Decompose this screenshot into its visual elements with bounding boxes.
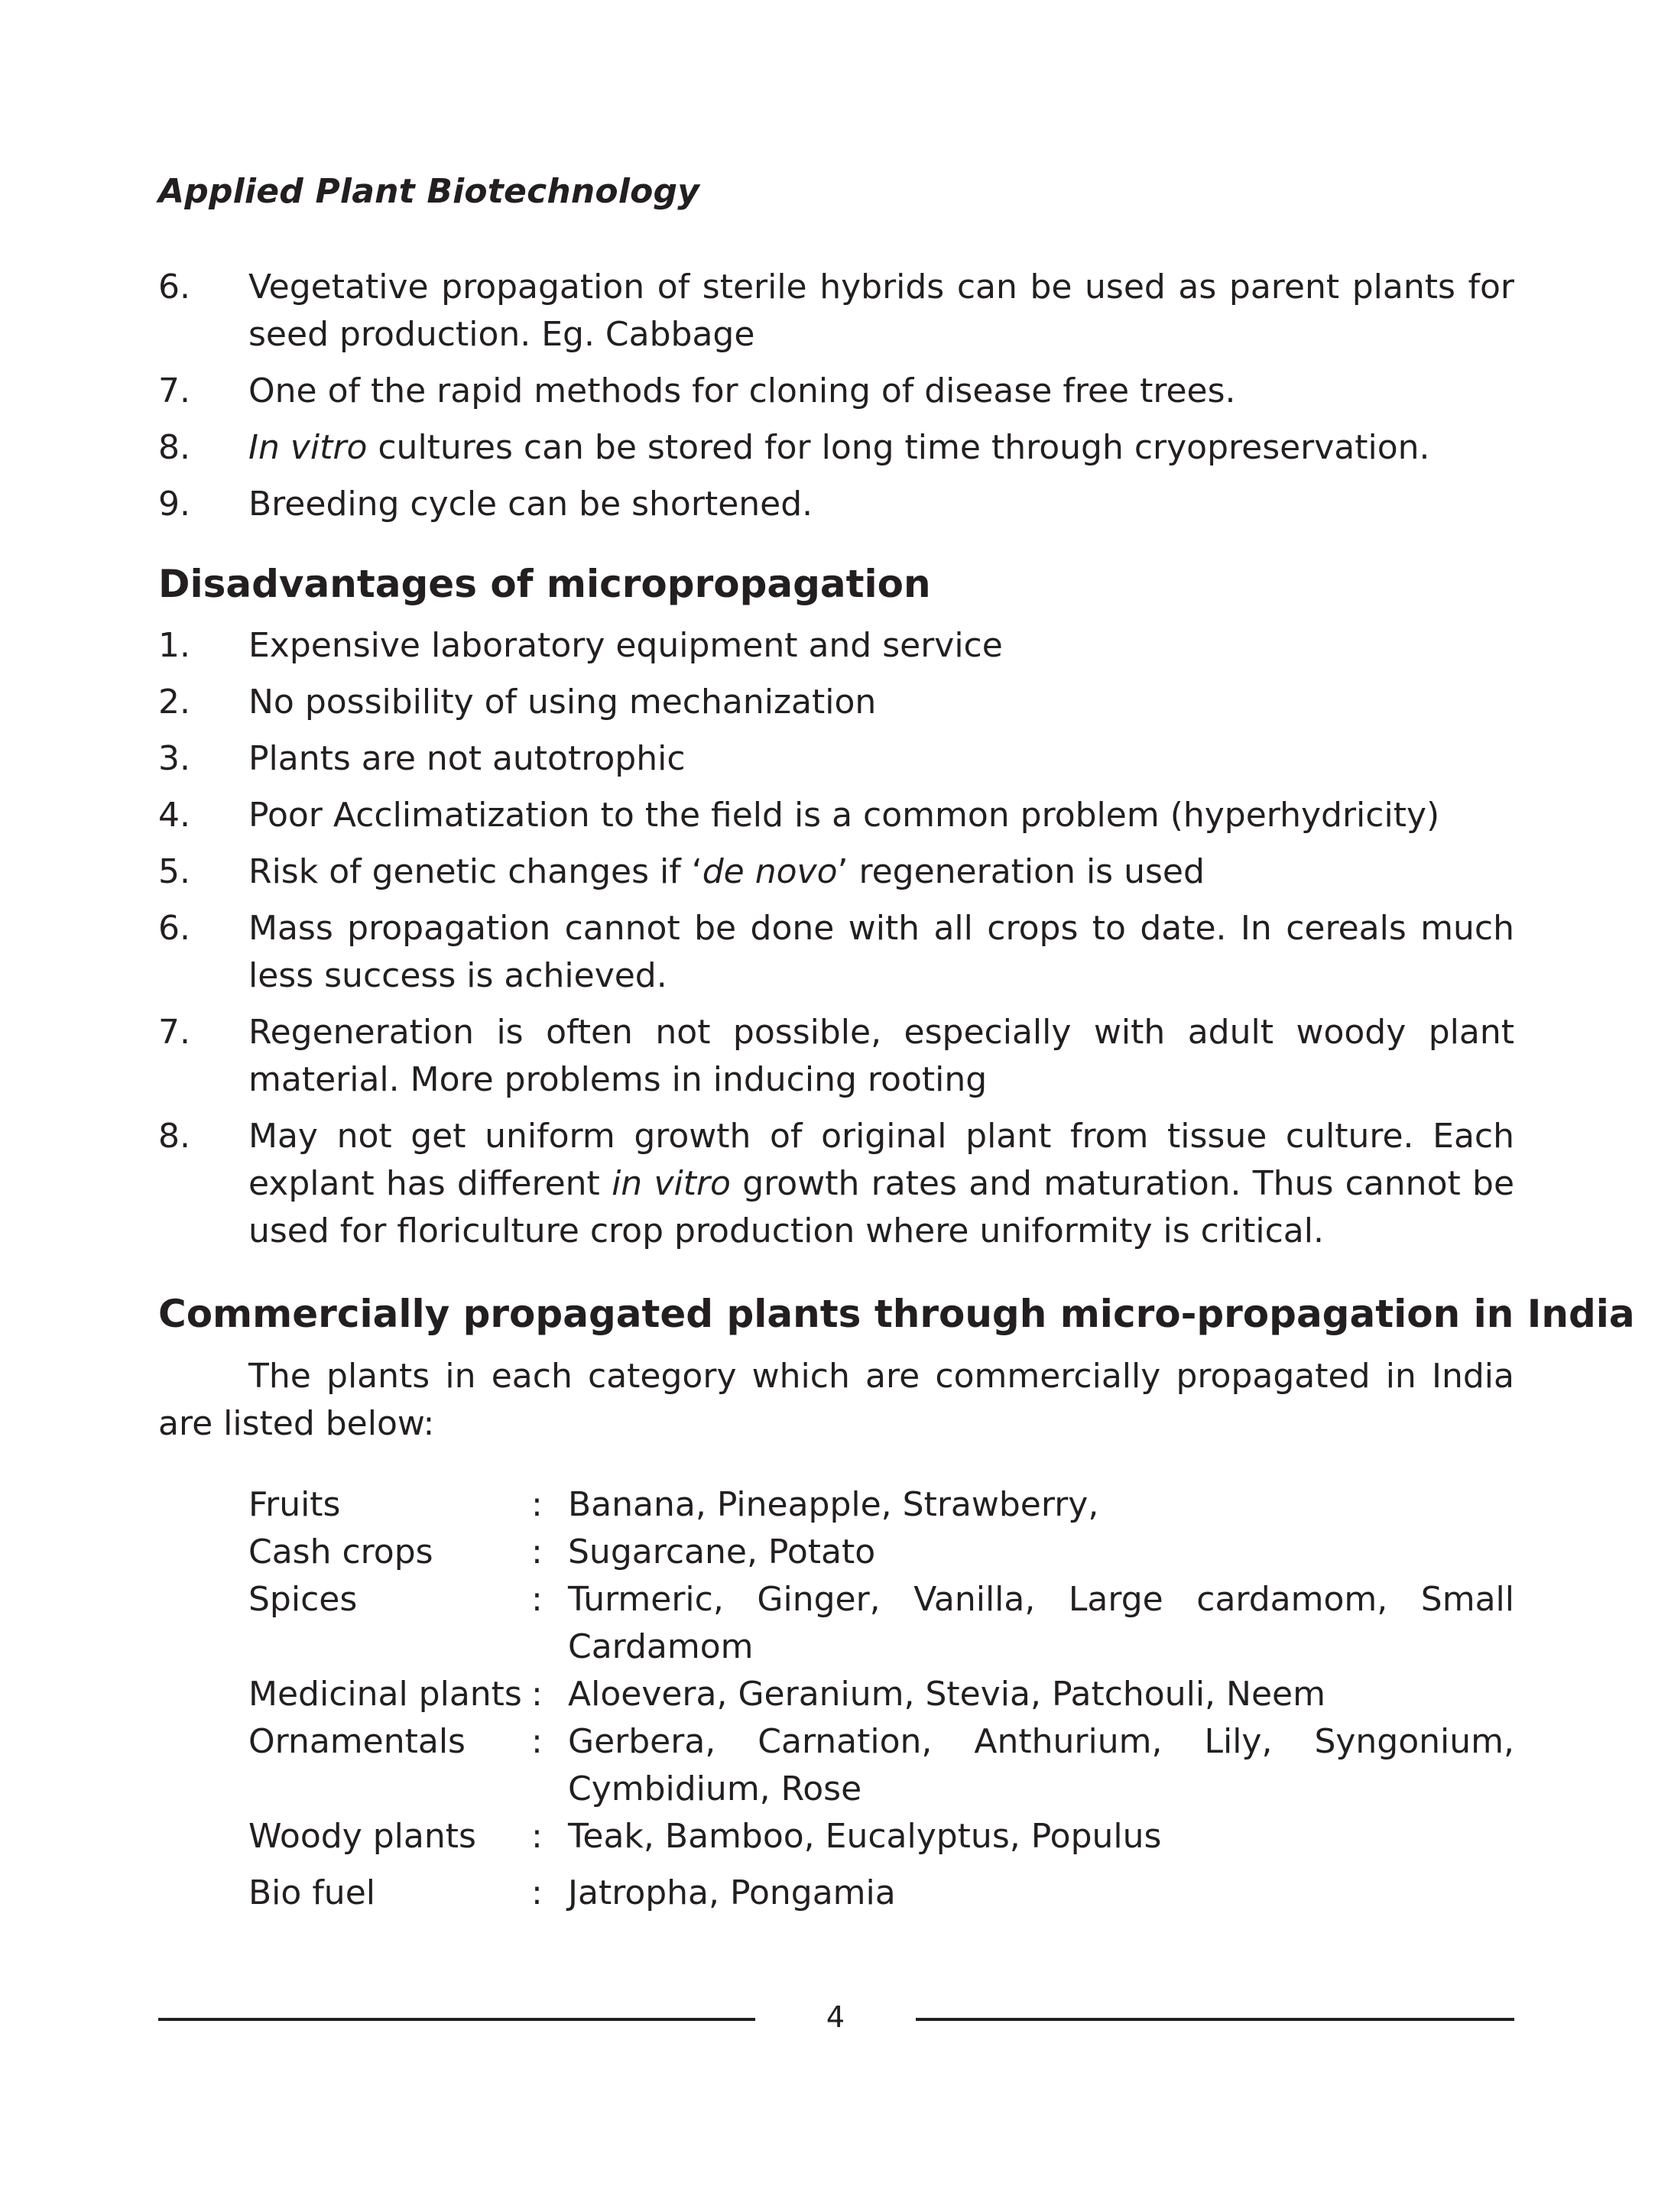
table-row: [248, 1481, 1514, 1529]
list-item: [158, 264, 1514, 358]
list-item: [158, 368, 1514, 415]
plant-names: Turmeric, Ginger, Vanilla, Large cardamom, Small Cardamom: [568, 1580, 1514, 1666]
item-number: 5.: [158, 852, 190, 891]
list-item: [158, 622, 1514, 670]
table-row: [248, 1813, 1514, 1860]
colon-separator: :: [531, 1580, 543, 1619]
list-item: [158, 848, 1514, 896]
italic-term: In vitro: [248, 428, 368, 467]
category-label: Woody plants: [248, 1817, 476, 1856]
category-label: Bio fuel: [248, 1873, 375, 1912]
category-label: Cash crops: [248, 1533, 433, 1571]
list-item: [158, 1009, 1514, 1104]
table-row: [248, 1576, 1514, 1671]
category-label: Spices: [248, 1580, 358, 1619]
item-text: [248, 848, 1514, 896]
disadvantages-list: [158, 622, 1514, 1264]
item-number: 9.: [158, 485, 190, 524]
list-item: [158, 792, 1514, 839]
item-text-before: Risk of genetic changes if ‘: [248, 852, 702, 891]
category-label: Medicinal plants: [248, 1675, 522, 1714]
colon-separator: :: [531, 1873, 543, 1912]
item-number: 8.: [158, 1117, 190, 1156]
table-row: [248, 1671, 1514, 1718]
page-number: 4: [826, 2000, 845, 2034]
item-text: Poor Acclimatization to the field is a common problem (hyperhydricity): [248, 796, 1440, 835]
plants-table: [248, 1481, 1514, 1917]
table-row: [248, 1870, 1514, 1917]
plant-names: Banana, Pineapple, Strawberry,: [568, 1485, 1099, 1524]
item-number: 1.: [158, 626, 190, 665]
category-label: Fruits: [248, 1485, 341, 1524]
colon-separator: :: [531, 1675, 543, 1714]
table-row: [248, 1529, 1514, 1576]
item-text: Plants are not autotrophic: [248, 739, 686, 778]
item-number: 4.: [158, 796, 190, 835]
colon-separator: :: [531, 1485, 543, 1524]
plant-names: Gerbera, Carnation, Anthurium, Lily, Syngonium, Cymbidium, Rose: [568, 1722, 1514, 1808]
italic-term: de novo: [702, 852, 838, 891]
item-text: [248, 424, 1514, 472]
item-text: One of the rapid methods for cloning of disease free trees.: [248, 371, 1236, 410]
list-item: [158, 905, 1514, 1000]
section-heading-commercial: Commercially propagated plants through micro-propagation in India: [158, 1292, 1635, 1336]
category-label: Ornamentals: [248, 1722, 466, 1761]
item-number: 3.: [158, 739, 190, 778]
colon-separator: :: [531, 1722, 543, 1761]
intro-paragraph: The plants in each category which are commercially propagated in India are listed below:: [158, 1357, 1514, 1443]
list-item: [158, 424, 1514, 472]
advantages-list: [158, 264, 1514, 537]
item-number: 6.: [158, 909, 190, 948]
list-item: [158, 679, 1514, 726]
item-text-after: growth rates and maturation. Thus cannot be used for floriculture crop production where uniformity is critical.: [248, 1164, 1515, 1250]
colon-separator: :: [531, 1533, 543, 1571]
plant-names: Aloevera, Geranium, Stevia, Patchouli, Neem: [568, 1675, 1325, 1714]
item-text: Breeding cycle can be shortened.: [248, 485, 813, 524]
plant-names: Sugarcane, Potato: [568, 1533, 876, 1571]
running-header: Applied Plant Biotechnology: [158, 172, 700, 211]
list-item: [158, 481, 1514, 528]
item-text: [248, 1113, 1514, 1255]
plant-names: Teak, Bamboo, Eucalyptus, Populus: [568, 1817, 1162, 1856]
footer-rule-right: [916, 2018, 1514, 2021]
item-text-rest: cultures can be stored for long time through cryopreservation.: [367, 428, 1430, 467]
colon-separator: :: [531, 1817, 543, 1856]
item-number: 2.: [158, 683, 190, 722]
list-item: [158, 1113, 1514, 1255]
item-text-before: May not get uniform growth of original plant from tissue culture. Each explant has different: [248, 1117, 1514, 1203]
item-number: 7.: [158, 1013, 190, 1052]
item-text: Vegetative propagation of sterile hybrids can be used as parent plants for seed production. Eg. Cabbage: [248, 268, 1514, 354]
item-number: 6.: [158, 268, 190, 307]
item-text: Regeneration is often not possible, especially with adult woody plant material. More problems in inducing rooting: [248, 1013, 1514, 1099]
item-number: 7.: [158, 371, 190, 410]
item-text: Expensive laboratory equipment and service: [248, 626, 1003, 665]
plant-names: Jatropha, Pongamia: [568, 1873, 896, 1912]
item-text-after: ’ regeneration is used: [837, 852, 1205, 891]
table-row: [248, 1718, 1514, 1813]
item-number: 8.: [158, 428, 190, 467]
item-text: Mass propagation cannot be done with all crops to date. In cereals much less success is achieved.: [248, 909, 1514, 995]
italic-term: in vitro: [612, 1164, 731, 1203]
section-heading-disadvantages: Disadvantages of micropropagation: [158, 562, 931, 606]
footer-rule-left: [158, 2018, 755, 2021]
item-text: No possibility of using mechanization: [248, 683, 877, 722]
list-item: [158, 735, 1514, 783]
